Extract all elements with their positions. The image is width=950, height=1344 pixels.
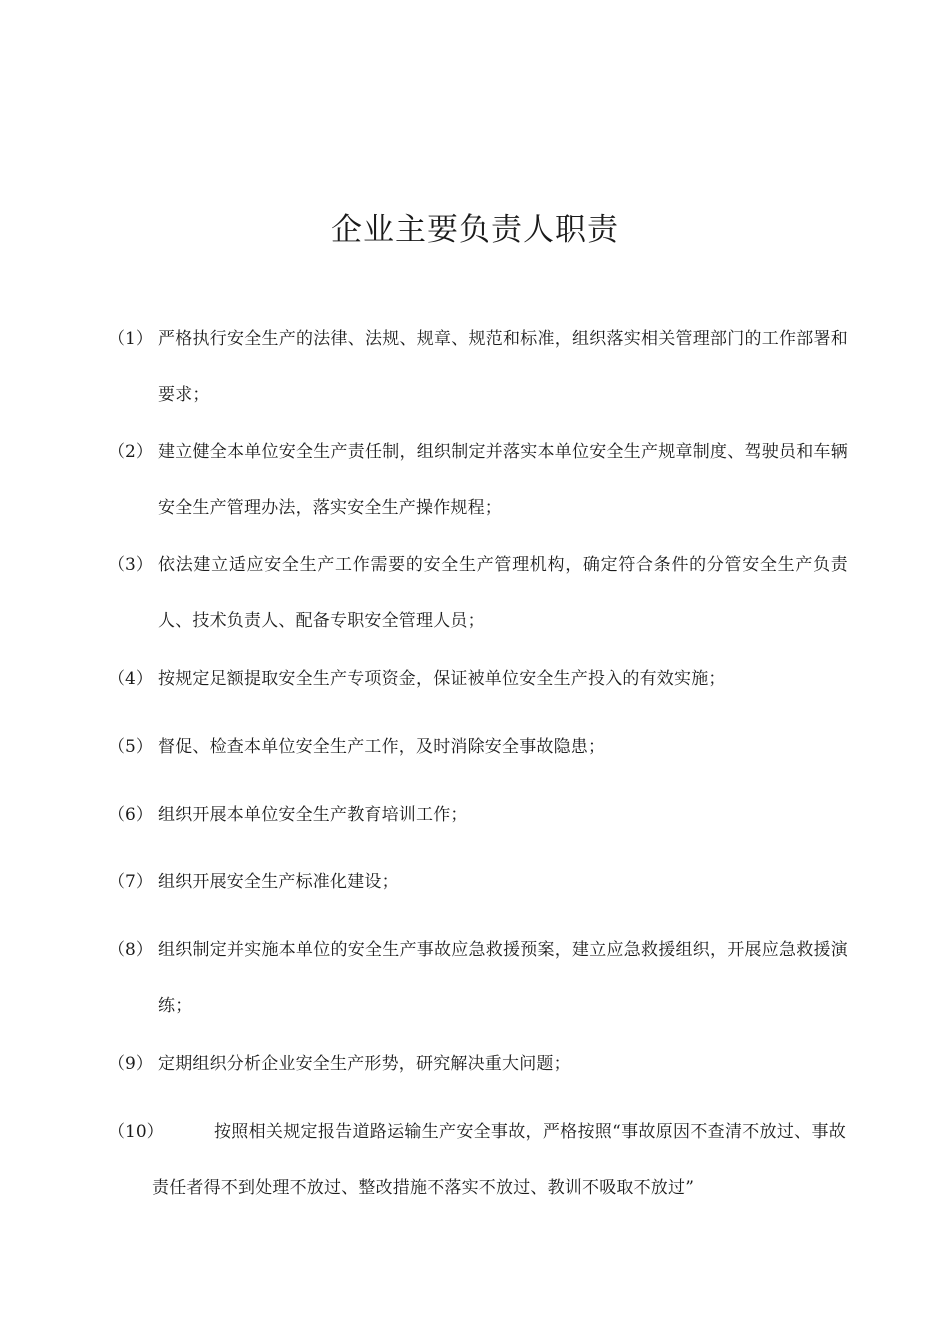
item-text: 建立健全本单位安全生产责任制，组织制定并落实本单位安全生产规章制度、驾驶员和车辆安全生产管理办法，落实安全生产操作规程； [158, 442, 848, 518]
item-text: 依法建立适应安全生产工作需要的安全生产管理机构，确定符合条件的分管安全生产负责人、技术负责人、配备专职安全管理人员； [158, 555, 848, 631]
list-item [108, 311, 848, 423]
item-number: （7） [108, 872, 153, 892]
list-item [108, 424, 848, 536]
item-text: 定期组织分析企业安全生产形势，研究解决重大问题； [158, 1054, 571, 1074]
item-text: 督促、检查本单位安全生产工作，及时消除安全事故隐患； [158, 737, 606, 757]
item-number: （3） [108, 555, 153, 575]
item-text: 组织制定并实施本单位的安全生产事故应急救援预案，建立应急救援组织，开展应急救援演练； [158, 940, 848, 1016]
list-item [108, 922, 848, 1034]
item-text: 组织开展安全生产标准化建设； [158, 872, 399, 892]
list-item [108, 1036, 848, 1092]
item-number: （4） [108, 669, 153, 689]
list-item [108, 854, 848, 910]
item-number: （8） [108, 940, 153, 960]
item-text: 严格执行安全生产的法律、法规、规章、规范和标准，组织落实相关管理部门的工作部署和要求； [158, 329, 848, 405]
list-item [108, 537, 848, 649]
item-text: 组织开展本单位安全生产教育培训工作； [158, 805, 468, 825]
item-number: （9） [108, 1054, 153, 1074]
list-item [108, 787, 848, 843]
item-number: （1） [108, 329, 153, 349]
list-item [108, 651, 848, 707]
list-item [108, 719, 848, 775]
item-number: （2） [108, 442, 153, 462]
list-item [108, 1104, 848, 1216]
item-text: 按规定足额提取安全生产专项资金，保证被单位安全生产投入的有效实施； [158, 669, 726, 689]
item-number: （5） [108, 737, 153, 757]
page-title: 企业主要负责人职责 [331, 212, 619, 248]
item-number: （10） [108, 1122, 164, 1142]
item-number: （6） [108, 805, 153, 825]
item-text: 按照相关规定报告道路运输生产安全事故，严格按照“事故原因不查清不放过、事故责任者得不到处理不放过、整改措施不落实不放过、教训不吸取不放过” [152, 1122, 846, 1198]
